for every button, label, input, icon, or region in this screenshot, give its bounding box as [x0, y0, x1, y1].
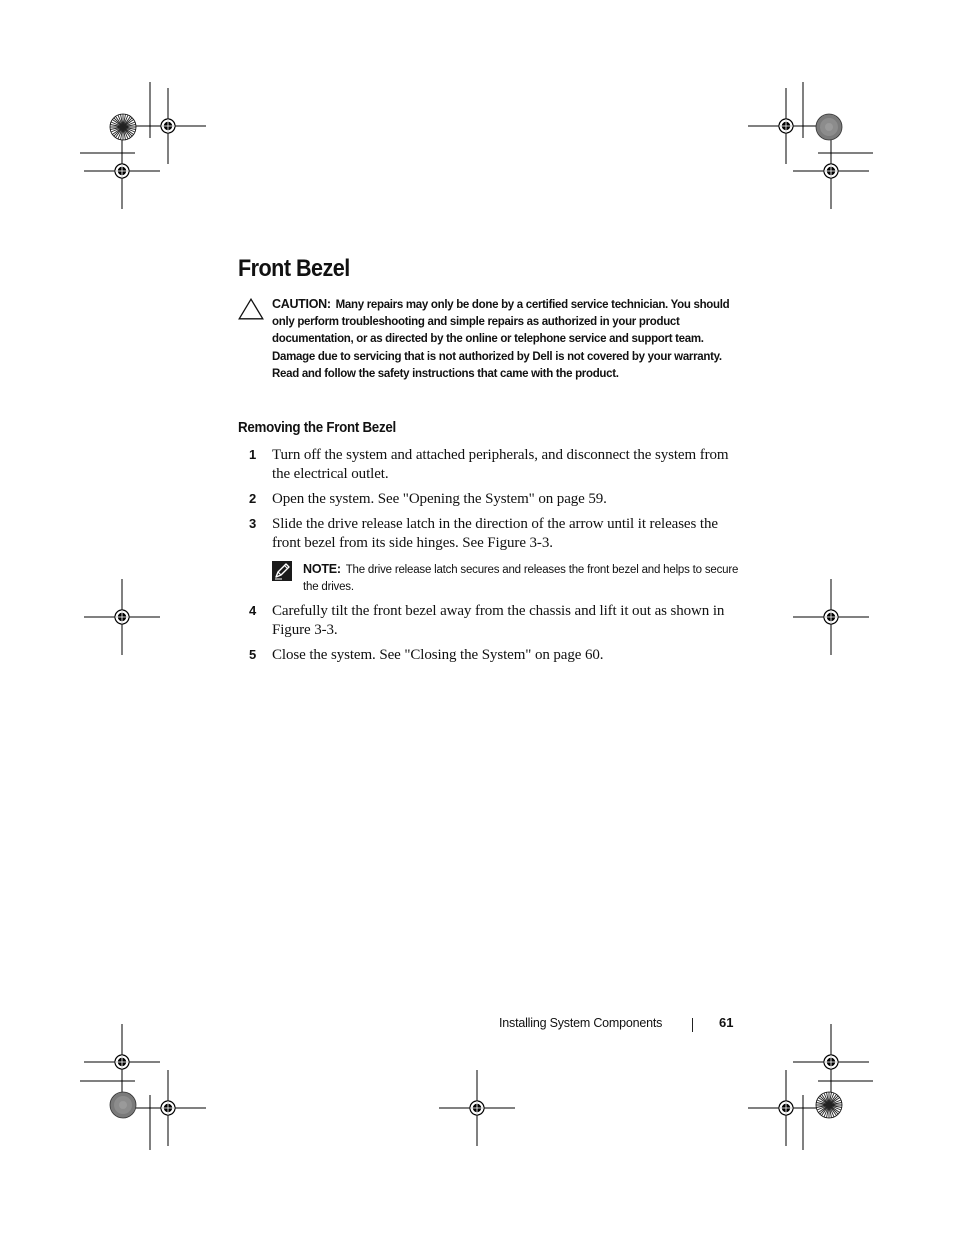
step-text: Carefully tilt the front bezel away from the chassis and lift it out as shown in Figure 3-3.	[272, 603, 725, 638]
step-number: 4	[249, 603, 257, 618]
note-pencil-icon	[272, 561, 292, 581]
step-number: 5	[249, 647, 257, 662]
step-number: 1	[249, 447, 257, 462]
caution-label: CAUTION:	[272, 297, 331, 311]
page-number: 61	[719, 1015, 734, 1030]
step-text: Open the system. See "Opening the System" on page 59.	[272, 491, 607, 507]
subsection-title: Removing the Front Bezel	[238, 420, 396, 436]
caution-triangle-icon	[238, 298, 264, 320]
caution-body: Many repairs may only be done by a certified service technician. You should only perform troubleshooting and simple repairs as authorized in your product documentation, or as directed by the online or telephone service and support team. Damage due to servicing that is not authorized by Dell is not covered by your warranty. Read and follow the safety instructions that came with the product.	[272, 299, 730, 380]
step-text: Close the system. See "Closing the System" on page 60.	[272, 647, 604, 663]
footer-divider	[692, 1018, 693, 1032]
note-body: The drive release latch secures and releases the front bezel and helps to secure the drives.	[303, 564, 739, 593]
step-text: Turn off the system and attached peripherals, and disconnect the system from the electrical outlet.	[272, 447, 729, 482]
footer-chapter-title: Installing System Components	[499, 1016, 663, 1030]
step-number: 3	[249, 516, 257, 531]
section-title: Front Bezel	[238, 255, 350, 282]
note-label: NOTE:	[303, 562, 341, 576]
caution-text-block	[272, 296, 740, 383]
step-text: Slide the drive release latch in the direction of the arrow until it releases the front bezel from its side hinges. See Figure 3-3.	[272, 516, 718, 551]
step-number: 2	[249, 491, 257, 506]
note-text-block	[303, 561, 743, 596]
